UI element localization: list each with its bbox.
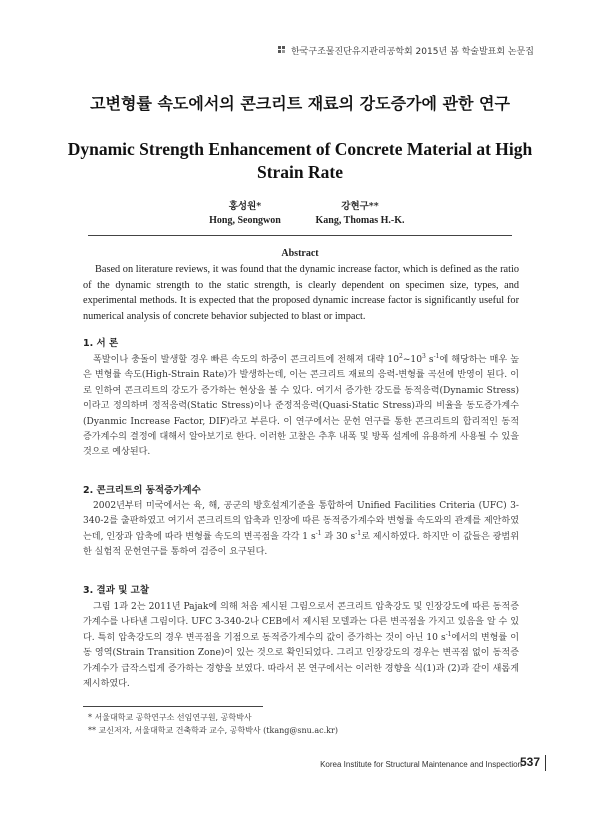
footnote-2: ** 교신저자, 서울대학교 건축학과 교수, 공학박사 (tkang@snu.ac.kr) [88, 726, 338, 735]
running-title: 한국구조물진단유지관리공학회 2015년 봄 학술발표회 논문집 [290, 47, 534, 57]
paper-title-english: Dynamic Strength Enhancement of Concrete Material at High Strain Rate [67, 139, 533, 182]
page-number: 537 [519, 755, 540, 769]
paper-title-korean: 고변형률 속도에서의 콘크리트 재료의 강도증가에 관한 연구 [90, 94, 510, 113]
author-2 [305, 200, 415, 228]
footnote-divider [83, 706, 263, 707]
journal-logo-icon [278, 46, 287, 55]
section-heading-results: 3. 결과 및 고찰 [83, 585, 150, 596]
author-name-korean: 홍성원* [228, 201, 262, 212]
section-heading-introduction: 1. 서 론 [83, 338, 119, 349]
author-name-english: Kang, Thomas H.-K. [315, 215, 405, 226]
abstract-text: Based on literature reviews, it was found that the dynamic increase factor, which is defined as the ratio of the dynamic strength to the static strength, is clearly dependent on specimen size, types, and experimental methods. It is expected that the proposed dynamic increase factor is significantly useful for numerical analysis of concrete behavior subjected to blast or impact. [83, 264, 519, 322]
section-body-introduction: 폭발이나 충돌이 발생할 경우 빠른 속도의 하중이 콘크리트에 전해져 대략 $10^2\sim 10^3$ $s^{-1}$에 해당하는 매우 높은 변형률 속도(High-Strain Rate)가 발생하는데, 이는 콘크리트 재료의 응력-변형률 곡선에 반영이 된다. 이로 인하여 콘크리트의 강도가 증가하는 현상을 볼 수 있다. 여기서 증가한 강도를 동적응력(Dynamic Stress)이라고 정의하며 정적응력(Static Stress)이나 준정적응력(Quasi-Static Stress)과의 비율을 동도증가계수(Dyanmic Increase Factor, DIF)라고 부른다. 이 연구에서는 문헌 연구를 통한 콘크리트의 합리적인 동적증가계수의 결정에 대해서 알아보기로 한다. 이러한 고찰은 추후 내폭 및 방폭 설계에 유용하게 사용될 수 있을 것으로 예상된다. [83, 352, 520, 458]
title-divider [88, 235, 512, 236]
abstract-heading: Abstract [281, 248, 319, 259]
footer-divider [545, 755, 546, 771]
section-heading-dif: 2. 콘크리트의 동적증가계수 [83, 485, 201, 496]
author-name-korean: 강현구** [341, 201, 379, 212]
author-1 [200, 200, 290, 228]
footer-institute: Korea Institute for Structural Maintenance and Inspection [320, 760, 522, 769]
running-header [278, 44, 534, 57]
section-body-results: 그림 1과 2는 2011년 Pajak에 의해 처음 제시된 그림으로서 콘크리트 압축강도 및 인장강도에 따른 동적증가계수를 나타낸 그림이다. UFC 3-340-2나 CEB에서 제시된 모델과는 다른 변곡점을 가지고 있음을 알 수 있다. 특히 압축강도의 경우 변곡점을 기점으로 동적증가계수의 값이 증가하는 것이 아닌 10 $s^{-1}$에서의 변형률 이동 영역(Strain Transition Zone)이 있는 것으로 확인되었다. 그리고 인장강도의 경우는 변곡점 없이 동적증가계수가 급작스럽게 증가하는 경향을 보였다. 따라서 본 연구에서는 이러한 경향을 식(1)과 (2)과 같이 새롭게 제시하였다. [83, 602, 519, 690]
section-body-dif: 2002년부터 미국에서는 육, 해, 공군의 방호설계기준을 통합하여 Unified Facilities Criteria (UFC) 3-340-2를 출판하였고 여기서 콘크리트의 압축과 인장에 따른 동적증가계수와 변형률 속도와의 관계를 제안하였는데, 인장과 압축에 따라 변형률 속도의 변곡점을 각각 1 $s^{-1}$ 과 30 $s^{-1}$로 제시하였다. 하지만 이 값들은 광범위한 실험적 문헌연구를 통하여 검증이 요구된다. [83, 501, 519, 558]
footnote-1: * 서울대학교 공학연구소 선임연구원, 공학박사 [88, 713, 252, 722]
author-name-english: Hong, Seongwon [209, 215, 281, 226]
